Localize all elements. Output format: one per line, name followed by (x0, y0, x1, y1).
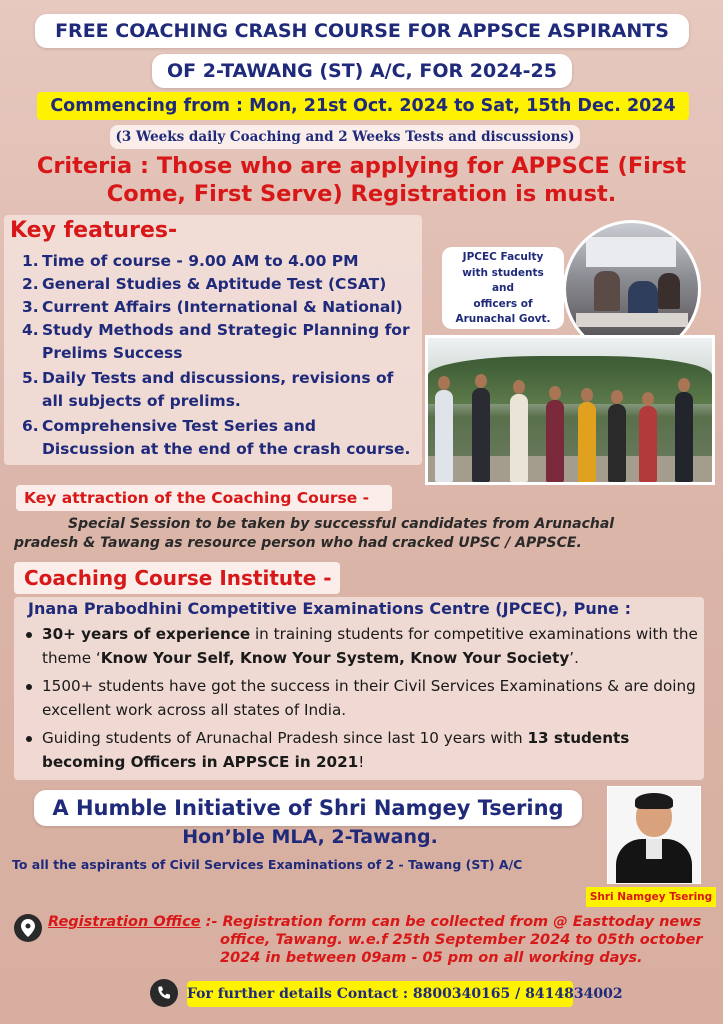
portrait-label: Shri Namgey Tsering (586, 887, 716, 907)
portrait-collar (646, 839, 662, 859)
mla-portrait (607, 786, 701, 884)
feature-text: Daily Tests and discussions, revisions of (42, 369, 394, 387)
feature-number: 4. (22, 321, 39, 339)
schedule-note: (3 Weeks daily Coaching and 2 Weeks Tests and discussions) (110, 125, 580, 149)
registration-label[interactable]: Registration Office (48, 914, 201, 930)
feature-item-3 (22, 296, 422, 319)
institute-bullet-2: 1500+ students have got the success in their Civil Services Examinations & are doing excellent work across all states of India. (22, 674, 702, 722)
initiative-line-1: A Humble Initiative of Shri Namgey Tsering (34, 790, 582, 826)
feature-item-5 (22, 367, 422, 412)
registration-line-3: 2024 in between 09am - 05 pm on all working days. (220, 950, 643, 966)
feature-number: 6. (22, 417, 39, 435)
photo-caption (442, 247, 564, 329)
institute-bullet-3: Guiding students of Arunachal Pradesh since last 10 years with 13 students becoming Officers in APPSCE in 2021! (22, 726, 702, 774)
feature-number: 2. (22, 275, 39, 293)
aspirants-line: To all the aspirants of Civil Services Examinations of 2 - Tawang (ST) A/C (12, 857, 523, 872)
feature-text: all subjects of prelims. (42, 391, 241, 410)
initiative-line-2: Hon’ble MLA, 2-Tawang. (182, 826, 438, 848)
classroom-person (658, 273, 680, 309)
classroom-person (594, 271, 620, 311)
institute-heading: Coaching Course Institute - (24, 566, 332, 590)
registration-line-1: Registration form can be collected from @ Easttoday news (222, 914, 702, 930)
caption-line: with students (462, 266, 544, 279)
classroom-window (586, 237, 676, 267)
commencing-banner: Commencing from : Mon, 21st Oct. 2024 to Sat, 15th Dec. 2024 (37, 92, 689, 120)
ground (428, 456, 712, 482)
attraction-heading: Key attraction of the Coaching Course - (24, 489, 370, 507)
location-pin-icon (14, 914, 42, 942)
feature-item-4 (22, 319, 422, 364)
contact-banner[interactable]: For further details Contact : 8800340165 / 8414834002 (187, 981, 573, 1007)
attraction-text-line-2: pradesh & Tawang as resource person who had cracked UPSC / APPSCE. (14, 535, 582, 551)
institute-name: Jnana Prabodhini Competitive Examinations Centre (JPCEC), Pune : (28, 599, 631, 618)
group-photo (425, 335, 715, 485)
feature-number: 3. (22, 298, 39, 316)
caption-line: officers of (473, 297, 533, 310)
feature-item-1 (22, 250, 422, 273)
feature-text: Discussion at the end of the crash course. (42, 439, 411, 458)
caption-line: Arunachal Govt. (455, 313, 551, 325)
feature-number: 5. (22, 369, 39, 387)
registration-block (48, 914, 701, 932)
title-line-2: OF 2-TAWANG (ST) A/C, FOR 2024-25 (152, 54, 572, 88)
criteria-line-1: Criteria : Those who are applying for APPSCE (First (36, 153, 687, 179)
feature-text: Current Affairs (International & National) (42, 298, 403, 316)
feature-item-6 (22, 415, 422, 460)
feature-text: Study Methods and Strategic Planning for (42, 321, 410, 339)
institute-bullet-1: 30+ years of experience in training students for competitive examinations with the theme ‘Know Your Self, Know Your System, Know Your Society’. (22, 622, 702, 670)
criteria-line-2: Come, First Serve) Registration is must. (106, 181, 617, 207)
title-line-1: FREE COACHING CRASH COURSE FOR APPSCE ASPIRANTS (35, 14, 689, 48)
registration-line-2: office, Tawang. w.e.f 25th September 2024 to 05th october (220, 932, 703, 948)
registration-separator: :- (200, 914, 223, 930)
classroom-desk (576, 313, 688, 327)
feature-item-2 (22, 273, 422, 296)
key-features-heading: Key features- (10, 218, 178, 243)
caption-line: and (491, 282, 515, 294)
portrait-hair (635, 793, 673, 809)
institute-bullets (22, 622, 702, 778)
feature-number: 1. (22, 252, 39, 270)
phone-icon (150, 979, 178, 1007)
feature-text: Time of course - 9.00 AM to 4.00 PM (42, 252, 359, 270)
caption-line: JPCEC Faculty (462, 251, 544, 263)
feature-text: Comprehensive Test Series and (42, 417, 316, 435)
trees (428, 356, 712, 404)
feature-text: General Studies & Aptitude Test (CSAT) (42, 275, 387, 293)
attraction-text-line-1: Special Session to be taken by successful candidates from Arunachal (68, 516, 615, 532)
feature-text: Prelims Success (42, 343, 183, 362)
